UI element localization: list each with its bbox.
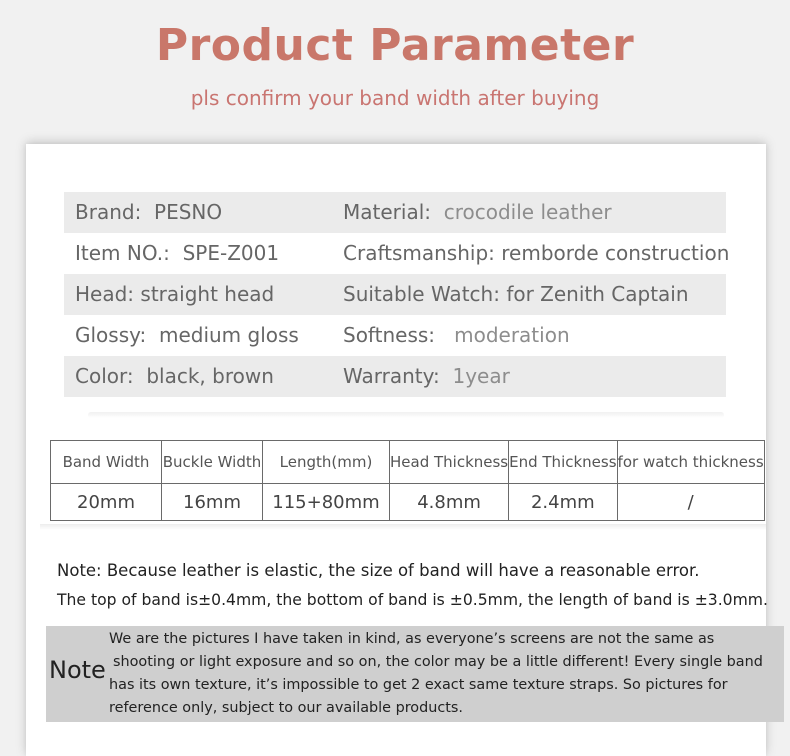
- spec-value-cell: 16mm: [162, 484, 263, 521]
- param-value: SPE-Z001: [182, 241, 280, 265]
- note-elastic: Note: Because leather is elastic, the size of band will have a reasonable error.: [57, 561, 700, 580]
- spec-value-cell: 2.4mm: [509, 484, 617, 521]
- param-row: [64, 356, 726, 397]
- spec-value-cell: 115+80mm: [263, 484, 390, 521]
- section-divider: [88, 412, 724, 418]
- note-box: [46, 626, 784, 722]
- param-key: Item NO.:: [75, 241, 170, 265]
- param-value: moderation: [454, 323, 570, 347]
- spec-header-cell: Length(mm): [263, 441, 390, 484]
- note-line: reference only, subject to our available products.: [109, 700, 463, 716]
- spec-header-cell: Buckle Width: [162, 441, 263, 484]
- param-value: remborde construction: [501, 241, 730, 265]
- param-key: Head:: [75, 282, 135, 306]
- spec-value-cell: /: [617, 484, 764, 521]
- parameter-list: [64, 192, 730, 397]
- note-line: shooting or light exposure and so on, the color may be a little different! Every single band: [113, 654, 763, 670]
- param-value: for Zenith Captain: [506, 282, 689, 306]
- param-key: Warranty:: [343, 364, 440, 388]
- spec-header-cell: for watch thickness: [617, 441, 764, 484]
- param-key: Material:: [343, 200, 431, 224]
- param-key: Suitable Watch:: [343, 282, 500, 306]
- param-key: Glossy:: [75, 323, 147, 347]
- param-row: [64, 315, 726, 356]
- param-row: [64, 233, 730, 274]
- page-title: Product Parameter: [155, 20, 635, 71]
- param-row: [64, 192, 726, 233]
- param-value: black, brown: [146, 364, 274, 388]
- param-value: crocodile leather: [443, 200, 612, 224]
- note-line: has its own texture, it’s impossible to get 2 exact same texture straps. So pictures for: [109, 677, 728, 693]
- note-label: Note: [49, 656, 106, 684]
- param-key: Color:: [75, 364, 134, 388]
- param-value: PESNO: [154, 200, 223, 224]
- param-value: straight head: [140, 282, 275, 306]
- spec-header-cell: Band Width: [51, 441, 162, 484]
- note-line: We are the pictures I have taken in kind, as everyone’s screens are not the same as: [109, 631, 715, 647]
- spec-header-row: [51, 441, 765, 484]
- param-value: medium gloss: [158, 323, 299, 347]
- param-key: Brand:: [75, 200, 142, 224]
- page-subtitle: pls confirm your band width after buying: [190, 86, 600, 110]
- spec-value-cell: 20mm: [51, 484, 162, 521]
- param-key: Craftsmanship:: [343, 241, 495, 265]
- parameter-card: [26, 144, 766, 756]
- spec-header-cell: Head Thickness: [390, 441, 509, 484]
- section-divider: [40, 524, 766, 530]
- spec-value-cell: 4.8mm: [390, 484, 509, 521]
- spec-table: [50, 440, 765, 521]
- param-value: 1year: [452, 364, 510, 388]
- note-tolerance: The top of band is±0.4mm, the bottom of band is ±0.5mm, the length of band is ±3.0mm.: [57, 591, 768, 609]
- param-key: Softness:: [343, 323, 436, 347]
- spec-header-cell: End Thickness: [509, 441, 617, 484]
- spec-value-row: [51, 484, 765, 521]
- param-row: [64, 274, 726, 315]
